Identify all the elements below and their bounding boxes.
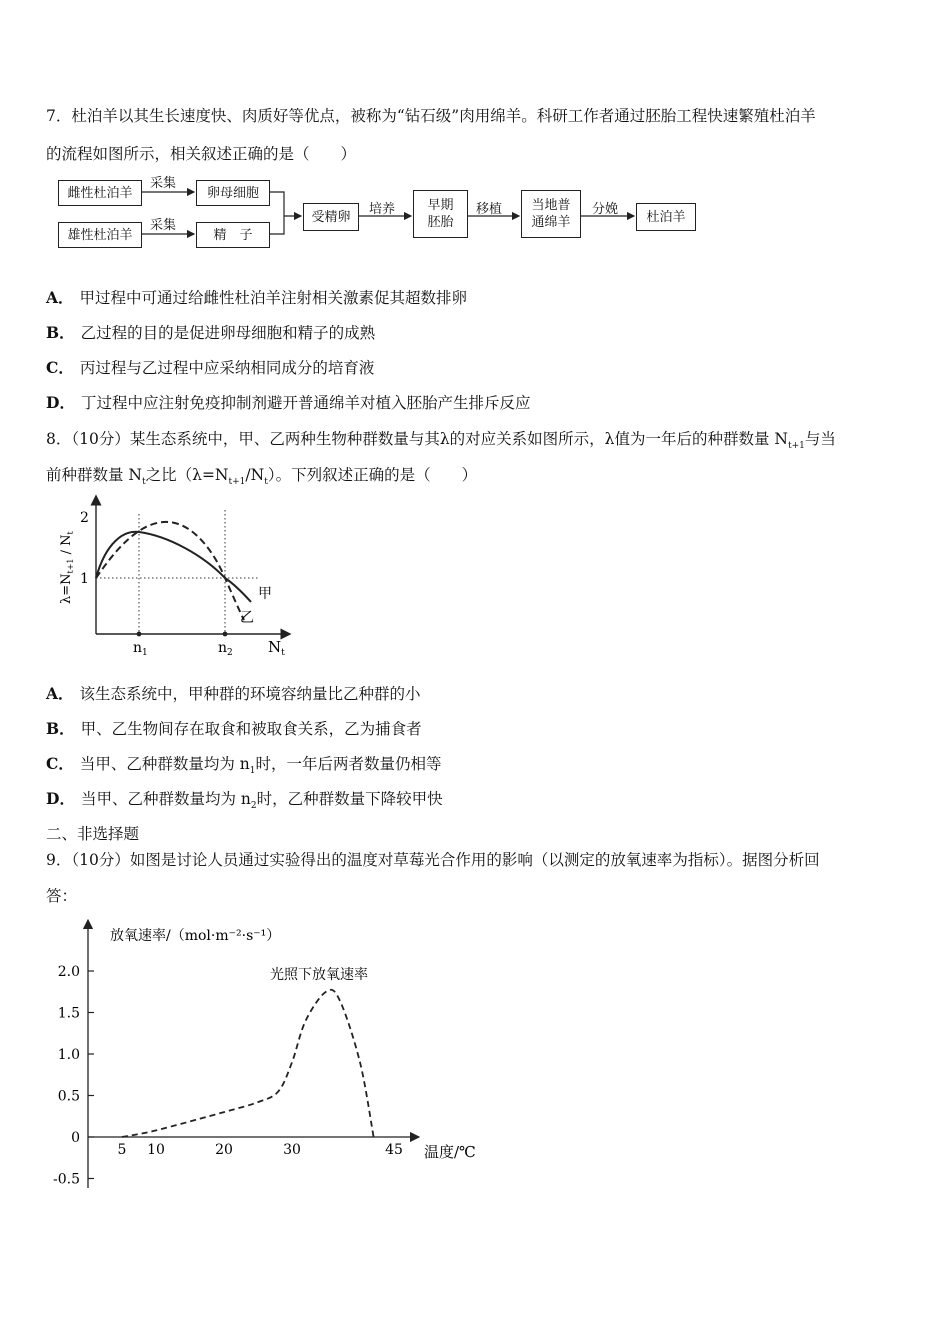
q8-xtick-n2-sub: 2 (227, 648, 233, 658)
flow-birth: 分娩 (592, 202, 619, 217)
q9-ytick-label: 0 (71, 1130, 80, 1146)
q8-ylabel-main: λ=N (59, 573, 74, 604)
q9-oxygen-rate-chart (40, 916, 500, 1196)
q9-ytick-label: -0.5 (53, 1171, 80, 1188)
q9-stem-line1: 9．（10分）如图是讨论人员通过实验得出的温度对草莓光合作用的影响（以测定的放氧速率为指标）。据图分析回 (46, 851, 820, 869)
q8-option-b-text: 甲、乙生物间存在取食和被取食关系，乙为捕食者 (80, 720, 422, 738)
q7-flowchart (56, 170, 696, 245)
flow-local-sheep-line2: 通绵羊 (531, 215, 571, 230)
q9-stem-line2: 答： (46, 887, 78, 905)
q7-stem-line1: 7．杜泊羊以其生长速度快、肉质好等优点，被称为“钻石级”肉用绵羊。科研工作者通过胚胎工程快速繁殖杜泊羊 (46, 107, 816, 125)
q7-option-d-text: 丁过程中应注射免疫抑制剂避开普通绵羊对植入胚胎产生排斥反应 (80, 394, 531, 412)
q8-xtick-n1-sub: 1 (142, 648, 148, 658)
q9-xtick-label: 5 (117, 1142, 127, 1158)
q8-label-jia: 甲 (258, 586, 272, 602)
q8-option-c-key: C． (46, 754, 74, 773)
q8-stem-sub1: t+1 (787, 441, 805, 452)
q8-curve-jia (96, 532, 251, 602)
q8-stem-line2-b: 之比（λ=N (145, 466, 229, 484)
q9-ytick-label: 2.0 (57, 964, 80, 980)
q9-ylabel: 放氧速率/（mol·m⁻²·s⁻¹） (110, 928, 281, 944)
q8-xtick-n2 (218, 640, 233, 658)
q8-stem-line2-sub3: t (264, 477, 268, 488)
q8-option-c-text: 当甲、乙种群数量均为 n (79, 755, 250, 773)
q9-ytick-label: 1.5 (57, 1005, 80, 1022)
q8-option-c[interactable] (46, 752, 442, 776)
flow-early-embryo-line1: 早期 (427, 198, 454, 213)
section-heading: 二、非选择题 (46, 825, 140, 843)
q8-ylabel-sub2: t (66, 531, 75, 535)
q8-curve-yi (96, 522, 244, 620)
q7-option-b[interactable] (46, 321, 375, 343)
q8-xlabel (268, 638, 285, 658)
q7-option-a[interactable] (46, 286, 467, 308)
flow-local-sheep-line1: 当地普 (531, 198, 571, 213)
q8-option-c-tail: 时，一年后两者数量仍相等 (255, 755, 442, 773)
q7-option-a-text: 甲过程中可通过给雌性杜泊羊注射相关激素促其超数排卵 (79, 289, 468, 307)
q8-stem-line1-text: 8．（10分）某生态系统中，甲、乙两种生物种群数量与其λ的对应关系如图所示，λ值为一年后的种群数量 N (46, 430, 788, 448)
q7-option-c-key: C． (46, 358, 74, 377)
q8-option-b[interactable] (46, 717, 422, 739)
q8-lambda-graph (44, 492, 304, 664)
q8-option-d-sub: 2 (250, 801, 257, 812)
q9-xtick-label: 45 (385, 1142, 403, 1158)
q8-label-yi: 乙 (240, 610, 254, 626)
q8-xlabel-n: N (268, 638, 282, 656)
flow-transplant: 移植 (476, 202, 503, 217)
q8-stem-line2-d: ）。下列叙述正确的是（ ） (267, 466, 478, 484)
q7-stem-line2: 的流程如图所示，相关叙述正确的是（ ） (46, 145, 357, 163)
q9-xtick-label: 10 (147, 1142, 165, 1158)
q7-option-d-key: D． (46, 393, 75, 412)
q8-ylabel (59, 530, 75, 604)
q8-option-d-key: D． (46, 789, 75, 808)
flow-sperm: 精 子 (196, 222, 270, 248)
q9-xlabel: 温度/℃ (424, 1143, 476, 1161)
q8-ytick-1: 1 (80, 571, 89, 587)
q8-option-d-text: 当甲、乙种群数量均为 n (80, 790, 251, 808)
flow-male-sheep: 雄性杜泊羊 (58, 222, 142, 248)
q9-ytick-label: 1.0 (57, 1047, 80, 1063)
flow-zygote: 受精卵 (303, 203, 359, 231)
q8-option-b-key: B． (46, 719, 75, 738)
q8-stem-line2-sub2: t+1 (228, 477, 246, 488)
flow-culture: 培养 (369, 202, 396, 217)
q8-ylabel-sub: t+1 (66, 558, 75, 574)
q7-option-c[interactable] (46, 356, 374, 378)
q8-xlabel-sub: t (281, 648, 285, 658)
q8-xtick-n1-n: n (133, 640, 143, 656)
q8-n2-point (223, 632, 228, 637)
flow-collect-1: 采集 (150, 176, 177, 191)
flow-result-sheep: 杜泊羊 (636, 203, 696, 231)
q8-option-c-sub: 1 (249, 766, 256, 777)
flow-egg-cell: 卵母细胞 (196, 180, 270, 206)
q7-option-b-key: B． (46, 323, 75, 342)
q7-option-b-text: 乙过程的目的是促进卵母细胞和精子的成熟 (80, 324, 376, 342)
q8-stem-line2 (46, 463, 477, 487)
q9-xtick-label: 30 (283, 1142, 301, 1158)
q8-stem-line2-a: 前种群数量 N (46, 466, 142, 484)
q9-ytick-label: 0.5 (57, 1088, 80, 1105)
q8-option-d[interactable] (46, 787, 443, 811)
q8-option-a-text: 该生态系统中，甲种群的环境容纳量比乙种群的小 (79, 685, 421, 703)
flow-female-sheep: 雌性杜泊羊 (58, 180, 142, 206)
q7-option-d[interactable] (46, 391, 530, 413)
q9-series-label: 光照下放氧速率 (270, 967, 368, 983)
flow-early-embryo (413, 190, 468, 238)
flow-collect-2: 采集 (150, 218, 177, 233)
q8-ylabel-tail: / N (59, 534, 74, 559)
q9-xtick-label: 20 (215, 1142, 233, 1158)
q8-option-a-key: A． (46, 684, 74, 703)
q7-option-c-text: 丙过程与乙过程中应采纳相同成分的培育液 (79, 359, 375, 377)
q9-series-line (122, 990, 374, 1137)
q7-option-a-key: A． (46, 288, 74, 307)
q8-n1-point (137, 632, 142, 637)
flow-local-sheep (521, 190, 581, 238)
q8-stem-line1 (46, 427, 836, 451)
q8-option-a[interactable] (46, 682, 421, 704)
q8-stem-line1-tail: 与当 (804, 430, 836, 448)
q8-xtick-n2-n: n (218, 640, 228, 656)
q8-stem-line2-sub1: t (142, 477, 146, 488)
q9-ticks (53, 964, 403, 1188)
q8-stem-line2-c: /N (245, 466, 265, 484)
q8-option-d-tail: 时，乙种群数量下降较甲快 (256, 790, 443, 808)
q8-xtick-n1 (133, 640, 148, 658)
q8-ytick-2: 2 (80, 510, 89, 526)
flow-early-embryo-line2: 胚胎 (427, 215, 454, 230)
